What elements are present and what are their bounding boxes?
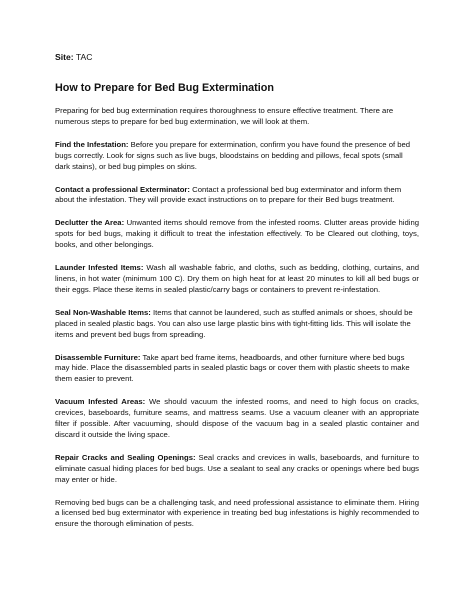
document-page — [55, 52, 419, 542]
section-heading: Find the Infestation: — [55, 139, 129, 149]
conclusion-paragraph: Removing bed bugs can be a challenging task, and need professional assistance to eliminate them. Hiring a licensed bed bug exterminator with experience in treating bed bug infestations is highly recommended to ensure the thorough elimination of pests. — [55, 497, 419, 529]
document-title: How to Prepare for Bed Bug Extermination — [55, 82, 274, 94]
section-contact-exterminator — [55, 185, 419, 207]
section-heading: Disassemble Furniture: — [55, 352, 141, 362]
section-heading: Seal Non-Washable Items: — [55, 307, 151, 317]
section-vacuum — [55, 397, 419, 441]
section-text: Before you prepare for extermination, confirm you have found the presence of bed bugs correctly. Look for signs such as live bugs, bloodstains on bedding and pillows, fecal spots (small dark stains), or bed bug pimples on skins. — [55, 139, 411, 171]
section-text: We should vacuum the infested rooms, and need to high focus on cracks, crevices, baseboards, furniture seams, and mattress seams. Use a vacuum cleaner with an appropriate filter if possible. After vacuuming, should dispose of the vacuum bag in a sealed plastic container and discard it outside the living space. — [55, 397, 420, 439]
section-text: Wash all washable fabric, and cloths, such as bedding, clothing, curtains, and linens, in hot water (minimum 100 C). Dry them on high heat for at least 20 minutes to kill all bed bugs or their eggs. Place these items in sealed plastic/carry bags or containers to prevent re-infestation. — [55, 263, 420, 294]
section-heading: Launder Infested Items: — [55, 263, 144, 273]
site-label: Site: — [55, 52, 74, 62]
section-declutter — [55, 218, 419, 251]
section-heading: Declutter the Area: — [55, 218, 125, 228]
section-text: Seal cracks and crevices in walls, baseboards, and furniture to eliminate casual hiding places for bed bugs. Use a sealant to seal any cracks or openings where bed bugs may enter or hide. — [55, 452, 419, 484]
section-heading: Repair Cracks and Sealing Openings: — [55, 452, 196, 462]
section-find-infestation — [55, 140, 419, 173]
section-text: Contact a professional bed bug exterminator and inform them about the infestation. They will provide exact instructions on to prepare for their Bed bugs treatment. — [55, 184, 402, 205]
section-text: Items that cannot be laundered, such as stuffed animals or shoes, should be placed in sealed plastic bags. You can also use large plastic bins with tight-fitting lids. This will isolate the items and prevent bed bugs from spreading. — [55, 307, 413, 339]
section-repair-cracks — [55, 453, 419, 486]
section-heading: Vacuum Infested Areas: — [55, 397, 146, 407]
intro-paragraph: Preparing for bed bug extermination requires thoroughness to ensure effective treatment. There are numerous steps to prepare for bed bug extermination, we will look at them. — [55, 106, 394, 126]
section-launder — [55, 263, 419, 296]
section-disassemble-furniture — [55, 353, 419, 386]
section-text: Unwanted items should remove from the infested rooms. Clutter areas provide hiding spots for bed bugs, making it difficult to treat the infestation effectively. To be Cleared out clothing, toys, books, and other belongings. — [55, 218, 419, 250]
site-value: TAC — [75, 52, 93, 62]
section-seal-non-washable — [55, 308, 419, 341]
section-text: Take apart bed frame items, headboards, and other furniture where bed bugs may hide. Place the disassembled parts in sealed plastic bags or cover them with plastic sheets to make them easier to prevent. — [55, 352, 410, 384]
site-line — [55, 52, 419, 63]
section-heading: Contact a professional Exterminator: — [55, 184, 190, 194]
